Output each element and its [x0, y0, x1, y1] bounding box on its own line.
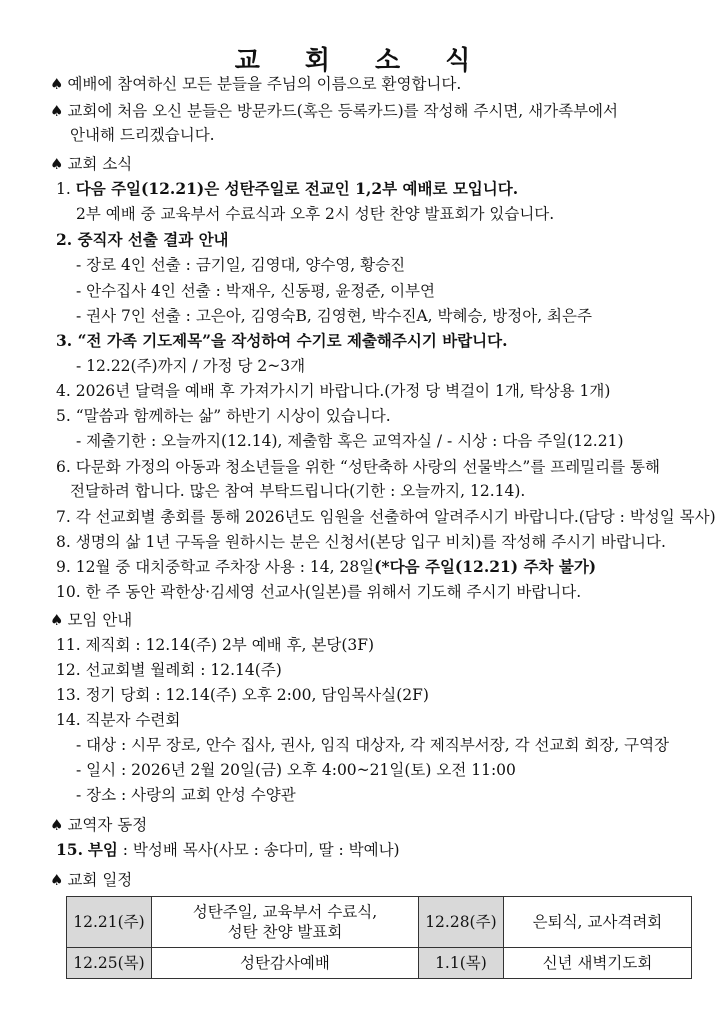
meeting-item-13: 13. 정기 당회 : 12.14(주) 오후 2:00, 담임목사실(2F): [56, 686, 429, 704]
meeting-item-14-place: - 장소 : 사랑의 교회 안성 수양관: [76, 786, 296, 804]
meeting-item-12: 12. 선교회별 월례회 : 12.14(주): [56, 661, 282, 679]
spade-icon: ♠: [50, 816, 64, 834]
schedule-event: 은퇴식, 교사격려회: [503, 897, 691, 948]
intro-line-3: 안내해 드리겠습니다.: [70, 126, 215, 144]
news-item-1-detail: 2부 예배 중 교육부서 수료식과 오후 2시 성탄 찬양 발표회가 있습니다.: [76, 205, 555, 223]
news-item-5: 5. “말씀과 함께하는 삶” 하반기 시상이 있습니다.: [56, 407, 391, 425]
schedule-date: 12.25(목): [67, 948, 152, 979]
schedule-date: 12.28(주): [418, 897, 503, 948]
spade-icon: ♠: [50, 155, 64, 173]
news-item-3-detail: - 12.22(주)까지 / 가정 당 2~3개: [76, 357, 306, 375]
news-item-8: 8. 생명의 삶 1년 구독을 원하시는 분은 신청서(본당 입구 비치)를 작성해 주시기 바랍니다.: [56, 533, 666, 551]
section-heading-missionary: ♠ 교역자 동정: [50, 816, 148, 834]
news-item-6-cont: 전달하려 합니다. 많은 참여 부탁드립니다(기한 : 오늘까지, 12.14).: [70, 482, 526, 500]
schedule-table: [66, 896, 692, 979]
news-item-2-elders: - 장로 4인 선출 : 금기일, 김영대, 양수영, 황승진: [76, 256, 406, 274]
page-title: 교 회 소 식: [234, 46, 489, 76]
section-heading-meetings: ♠ 모임 안내: [50, 611, 133, 629]
meeting-item-14: 14. 직분자 수련회: [56, 711, 181, 729]
spade-icon: ♠: [50, 75, 64, 93]
news-item-4: 4. 2026년 달력을 예배 후 가져가시기 바랍니다.(가정 당 벽걸이 1개, 탁상용 1개): [56, 382, 611, 400]
intro-line-1: ♠ 예배에 참여하신 모든 분들을 주님의 이름으로 환영합니다.: [50, 75, 462, 93]
news-item-6: 6. 다문화 가정의 아동과 청소년들을 위한 “성탄축하 사랑의 선물박스”를 프레밀리를 통해: [56, 458, 660, 476]
news-item-5-detail: - 제출기한 : 오늘까지(12.14), 제출함 혹은 교역자실 / - 시상 : 다음 주일(12.21): [76, 432, 624, 450]
intro-line-2: ♠ 교회에 처음 오신 분들은 방문카드(혹은 등록카드)를 작성해 주시면, 새가족부에서: [50, 102, 619, 120]
schedule-event: 신년 새벽기도회: [503, 948, 691, 979]
meeting-item-14-target: - 대상 : 시무 장로, 안수 집사, 권사, 임직 대상자, 각 제직부서장, 각 선교회 회장, 구역장: [76, 736, 670, 754]
news-item-7: 7. 각 선교회별 총회를 통해 2026년도 임원을 선출하여 알려주시기 바랍니다.(담당 : 박성일 목사): [56, 508, 716, 526]
schedule-event: 성탄감사예배: [152, 948, 419, 979]
spade-icon: ♠: [50, 871, 64, 889]
news-item-2-kwonsa: - 권사 7인 선출 : 고은아, 김영숙B, 김영현, 박수진A, 박혜승, 방정아, 최은주: [76, 307, 592, 325]
meeting-item-14-date: - 일시 : 2026년 2월 20일(금) 오후 4:00~21일(토) 오전 11:00: [76, 761, 516, 779]
spade-icon: ♠: [50, 102, 64, 120]
table-row: [67, 948, 692, 979]
section-heading-schedule: ♠ 교회 일정: [50, 871, 133, 889]
missionary-item-15: 15. 부임 : 박성배 목사(사모 : 송다미, 딸 : 박예나): [56, 840, 400, 859]
news-item-2: 2. 중직자 선출 결과 안내: [56, 230, 229, 249]
news-item-3: 3. “전 가족 기도제목”을 작성하여 수기로 제출해주시기 바랍니다.: [56, 331, 508, 350]
schedule-date: 12.21(주): [67, 897, 152, 948]
schedule-event: 성탄주일, 교육부서 수료식, 성탄 찬양 발표회: [152, 897, 419, 948]
meeting-item-11: 11. 제직회 : 12.14(주) 2부 예배 후, 본당(3F): [56, 636, 375, 654]
spade-icon: ♠: [50, 611, 64, 629]
news-item-2-deacons: - 안수집사 4인 선출 : 박재우, 신동평, 윤정준, 이부연: [76, 282, 436, 300]
table-row: [67, 897, 692, 948]
news-item-9: 9. 12월 중 대치중학교 주차장 사용 : 14, 28일(*다음 주일(12.21) 주차 불가): [56, 557, 597, 576]
news-item-10: 10. 한 주 동안 곽한상·김세영 선교사(일본)를 위해서 기도해 주시기 바랍니다.: [56, 583, 582, 601]
schedule-date: 1.1(목): [418, 948, 503, 979]
section-heading-news: ♠ 교회 소식: [50, 155, 133, 173]
news-item-1: 1. 다음 주일(12.21)은 성탄주일로 전교인 1,2부 예배로 모입니다.: [56, 179, 519, 198]
